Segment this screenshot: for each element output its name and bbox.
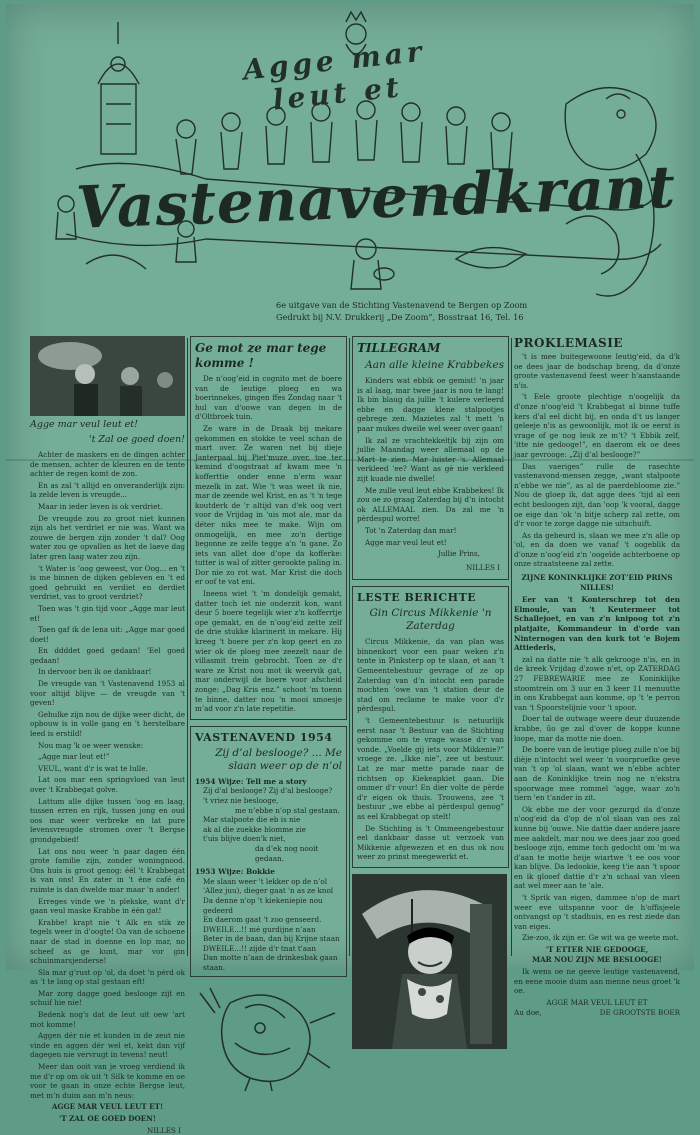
sign-off-right: DE GROOTSTE BOER bbox=[599, 1007, 680, 1017]
masthead bbox=[6, 4, 694, 334]
paragraph: As da gebeurd is, slaan we mee z'n alle op 'ol, en da doen we vanaf 't oogeblik da d’onze n’oog’eid z'n 'oogeïde achterboene op onze straatsteene zal zette. bbox=[514, 530, 680, 569]
paragraph: Nou mag 'k oe weer wenske: bbox=[38, 740, 144, 750]
masthead-motto: Agge mar leut et bbox=[241, 34, 427, 117]
paragraph: 't Gemeentebestuur is netuurlijk eerst naar 't Bestuur van de Stichting gekomme om te vrage wasse d'r van vonde. „Voelde gij iets voor Mikkenie?” vroege ze. „Ikke nie”, zee ut bestuur. Lat ze mar mette parade naar de richtsen op Kiekeapkiet gaan. Die ommer d'r vour! En dier volte de pèrde d'r eigen ok thuis. Trouwens, zee 't bestuur „we ebbe al pèrdespul genog” as eel Krabbegat op stelt! bbox=[357, 716, 504, 821]
signature: NILLES I bbox=[147, 1125, 181, 1135]
paragraph: zal na datte nie 't alk gekrooge n'is, en in de kreek Vrijdag d'zowe n'et, op ZATERDAG 27 FEBREWARIE mee ze Koninklijke stoomtrein om 3 uur en 3 keer 11 menuutte in ons Krabbegat aan komme, op 't 'e perron van 't Spoorstelijnie voor 't spoor. bbox=[514, 654, 680, 712]
imprint-line: 6e uitgave van de Stichting Vastenavend te Bergen op Zoom bbox=[276, 300, 528, 310]
paragraph: Toen gaf ik de lena uit: „Agge mar goed doet! bbox=[30, 625, 185, 644]
paragraph: Zie-zoo, ik zijn er. Ge wit wa ge weete mot. bbox=[522, 933, 679, 943]
column-rule bbox=[349, 338, 350, 956]
news-subheadline: Gin Circus Mikkenie 'n Zaterdag bbox=[369, 607, 492, 633]
poem-line: Dan motte n’aan de drinkesbak gaan staan. bbox=[203, 953, 338, 973]
paragraph: VEUL, want d'r is wat te lulle. bbox=[38, 763, 148, 773]
paragraph: Agge mar veul leut et! bbox=[365, 537, 447, 547]
poem-label: 1954 Wijze: Tell me a story bbox=[195, 776, 307, 786]
photo-prince bbox=[30, 336, 185, 416]
photo-clown-image bbox=[352, 874, 507, 1049]
news-headline: LESTE BERICHTE bbox=[357, 591, 477, 605]
article-body bbox=[30, 450, 185, 1124]
photo-clown bbox=[352, 874, 507, 1049]
signature: Jullie Prins, bbox=[437, 549, 480, 559]
poem-line: Zij d'al beslooge? Zij d'al beslooge? bbox=[203, 786, 333, 796]
paragraph: Sla mar g’rust op 'ol, da doet 'n pérd ok as 't te lang op stal gestaan eft! bbox=[30, 967, 185, 987]
paragraph: Erreges vinde we 'n plekske, want d'r gaan veul maske Krabbe in één gat! bbox=[30, 896, 185, 916]
paragraph: 'T ZAL OE GOED DOEN! bbox=[59, 1114, 156, 1123]
paragraph: Gehulke zijn nou de dijke weer dicht, de opbouw is in volle gang en 't herstelbare leed is erstild! bbox=[30, 709, 185, 739]
paragraph: En ddddet goed gedaan! 'Eel goed gedaan! bbox=[30, 646, 185, 665]
paragraph: Mar zorg dagge goed beslooge zijt en schuif hie nie! bbox=[30, 988, 185, 1008]
poem-line: me n’ebbe n’op stal gestaan. bbox=[235, 805, 340, 815]
telegram-box bbox=[352, 336, 509, 580]
paragraph: Doer tal de outwage weere deur duuzende krabbe, ûo ge zal d'over de koppe kunne loope, mar da motte nie doen. bbox=[514, 714, 680, 743]
paragraph: Krabbe! krapt nie 't Alk en stik ze tegels weer in d'oogte! Oa van de schoene naar de stad in doenne en lop mar, no scheef as ge kunt, mar vor gin schuinmarsjenderse! bbox=[30, 917, 185, 966]
poem-label: 1953 Wijze: Bokkie bbox=[195, 867, 275, 877]
poem-box bbox=[190, 726, 347, 977]
paragraph: Ze ware in de Draak bij mekare gekommen en stokke te veel schan de mart over. Ze waren net bij dieje Janterpaal bij Piet'muze over, toe ter kemind d'oogstraat af kwam mee 'n kofferttie onder enne n’erm waar mezelk in zat. Wie 't was weet ik nie, mar de zeende wel Krist, en as 't 'n tege koutderk de 'r altijd van d'ek oog vert voor de Vrijdag in 'uis mot ale, mar da déter niks mee te make. Wijn om onmogelijk, en mee zo'n dertige begonne ze zelfe tegge a'n 'n gane. Zo iets van allet doe d’ope da kofferke: tutter is wal of zitter gerookte paling in. Dor nie zo rot wat. Mar Krist die doch er oof te vat eni. bbox=[195, 423, 342, 587]
paragraph: De vreugde zou zo groot niet kunnen zijn als het verdriet er nie was. Want wa zouwe de bergen zijn zonder 't dal? Oog water zou ge opvallen as het de laeve dag later gren laag water zou zijn. bbox=[30, 513, 185, 561]
paragraph: Tot 'n Zaterdag dan mar! bbox=[365, 525, 457, 535]
paragraph: Aggen dér nie et kunden in de zeut nie vinde en aggen dér wel et, kekt dan vijf dagegen nie vervrugt in tevens! neut! bbox=[30, 1031, 185, 1060]
paragraph: Maar in ieder leven is ok verdriet. bbox=[38, 501, 163, 511]
column-3 bbox=[352, 336, 509, 960]
paragraph: 't Sprik van eigen, dammee n'op de mart weer eve uitspanne voor de h'offisjeele ontvangst op 't stadhuis, en es rest ziede dan van eiges. bbox=[514, 893, 680, 931]
poem-line: 'Allez juu), dieger gaat 'n as ze knol bbox=[203, 886, 334, 896]
paragraph: De n’oog’eid in cognito met de boere van de leutige ploeg en wa boerinnekes, gingen ffes Zondag naar 't hul van d'oowe van degen in de d'Oltbroek tuin. bbox=[195, 374, 342, 422]
paragraph: Das vaeriges” rulle de rasechte vastenavond-mensen zegge, „want stalpoote n’ebbe we nie”, as al de paerdebloome zie.” Nou de gloep ik, dat agge dees ’tijd al een echt besloogen zijt, dan 'oop 'k vooral, dagge oe eige dan 'ok 'n bitje scherp zal zette, om d'r voor te zorge dagge nie uitschuift. bbox=[514, 461, 680, 529]
paragraph: De vreugde van 't Vastenavend 1953 al voor altijd blijve — de vreugde van 't geven! bbox=[30, 679, 185, 708]
signature: NILLES I bbox=[466, 562, 500, 572]
masthead-title: Vastenavendkrant bbox=[74, 152, 677, 242]
paragraph: Achter de maskers en de dingen achter de mensen, achter de kleuren en de tente achter de regen komt de zon. bbox=[30, 450, 185, 479]
sign-off-left: Au doe, bbox=[514, 1007, 542, 1017]
paragraph: De Stichting is 't Ommeengebestuur eel dankbaar dasse ut verzoek van Mikkenie afgewezen et en dus ok nou weer zo prinst meegewerkt et. bbox=[357, 823, 504, 862]
paragraph: In dervoor ben ik oe dankbaar! bbox=[38, 667, 152, 677]
poem-line: DWEILE...!! mé gurdijne n’aan bbox=[203, 924, 316, 934]
newspaper-page bbox=[6, 4, 694, 1135]
poem-line: t'uis blijve doen'k niet, bbox=[203, 834, 286, 844]
proclamation-headline: PROKLEMASIE bbox=[514, 336, 623, 350]
imprint-line: Gedrukt bij N.V. Drukkerij „De Zoom”, Bosstraat 16, Tel. 16 bbox=[276, 312, 524, 322]
paragraph: Ineens wiet 't 'm dondelijk gemakt, datter toch iet nie onderzit kon, want deur 5 boere tegelijk wier z'n kofferrtje ope gemakt, en de n’oog’eid zette zelf de drie stukke klarinerit in mekare. Hij kreeg 't boere per z'n kop geert en zo wier ok de ploeg mee zeezelt naar de villasmit trein gebrocht. Toen ze d'r ware ze Krist nou mot ik weervik gat, mar onderwijl de boere voor afscheid zonge: „Dag Kris enz.” schoot 'm toenn te binne, datter nou 'n mooi smoesje m’ad voor z'n late repetitie. bbox=[195, 589, 342, 714]
paragraph: AGGE MAR VEUL LEUT ET! bbox=[51, 1102, 164, 1112]
column-4 bbox=[514, 336, 680, 1017]
poem-line: ak al die zuekke blomme zie bbox=[203, 824, 306, 834]
news-box bbox=[352, 586, 509, 868]
sign-off bbox=[514, 1008, 680, 1018]
poem-line: En daerom gaat 't zoo genseerd. bbox=[203, 915, 322, 925]
paragraph: Kinders wat ebbik oe gemist! 'n jaar is al laag, mar twee jaar is nou te lang! Ik bin blaug da jullie 't kulere verleerd ebbe en dagge klene stalpootjes gebrege zen. Mazietes zal 't mett 'n paar mukes dweile wel weer over gaan! bbox=[357, 376, 504, 433]
column-rule bbox=[511, 338, 512, 956]
paragraph: Bedenk nog's dat de leut uit oew 'art mot komme! bbox=[30, 1010, 185, 1029]
photo-caption: Agge mar veul leut et! bbox=[30, 419, 138, 430]
column-1 bbox=[30, 336, 185, 1135]
closing-line: MAR NOU ZIJN ME BESLOOGE! bbox=[532, 954, 662, 964]
paragraph: Circus Mikkenie, da van plan was binnenkort voor een paar weken z'n tente in Pinksterp op te slaan, et aan 't Gemeentebestuur gevrage of ze op Zaterdag van d’n intocht een parade mochten 'owe van 't station deur de stad om reclame te make voor d'r pèrdespul. bbox=[357, 637, 504, 714]
poem-subheadline: Zij d’al beslooge? ... Me slaan weer op de n’ol bbox=[215, 746, 342, 772]
article-headline: Ge mot ze mar tege komme ! bbox=[195, 341, 327, 370]
photo-prince-image bbox=[30, 336, 185, 416]
decree-headline: ZIJNE KONINKLIJKE ZOT’EID PRINS NILLES! bbox=[521, 573, 673, 592]
poem-line: Me slaan weer 't lekker op de n’ol bbox=[203, 876, 328, 886]
poem-line: da d’ek nog nooit gedaan. bbox=[255, 843, 319, 863]
poem-headline: VASTENAVEND 1954 bbox=[195, 730, 333, 744]
poem-line: Beter in de baan, dan bij Krijne staan bbox=[203, 934, 340, 944]
paragraph: Lattum alle dijke tussen 'oog en laag, tussen erren en rijk, tussen jong en oud oos mar weer verbreke en lat pure levensvreugde stromen over 't Bergse grondgebied! bbox=[30, 796, 185, 844]
column-rule bbox=[187, 338, 188, 956]
paragraph: Toen was 't gin tijd voor „Agge mar leut et! bbox=[30, 603, 185, 623]
poem-line: 't vriez nie beslooge, bbox=[203, 795, 279, 805]
paragraph: „Agge mar leut et!” bbox=[38, 752, 110, 762]
horse-mask-illustration bbox=[190, 983, 347, 1093]
paragraph: Me zulle veul leut ebbe Krabbekes! Ik zou oe zo graag Zaterdag bij d’n intocht ok ALLEMAAL zien. Da zal me 'n pèrdespul worre! bbox=[357, 485, 504, 524]
telegram-headline: TILLEGRAM bbox=[357, 341, 441, 355]
paragraph: 't Water is ’oog geweest, vor Oog... en 't is me binnen de dijken gebleven en 't ed goed gebruikt en verdiet en derdiet verdriet, vas to groot verdriet? bbox=[30, 563, 185, 602]
paragraph: Lat oos mar een springvloed van leut over 't Krabbegat golve. bbox=[30, 775, 185, 794]
paragraph: De boere van de leutige ploeg zulle n'oe bij dièje n'intocht wel weer 'n voorproefke geve van 't op 'ol slaan, want we n’ebbe achter aan de Koninklijke trein nog ne n'ekstra spoorwage mee rommel 'agge, waar zo'n tiern 'en t'ander in zit. bbox=[514, 745, 680, 803]
paragraph: Ik wens oe ne geeve leutige vastenavend, en eene mooie duim aan menne neus groet 'k oe. bbox=[514, 967, 680, 996]
closing-line: 'T ETTER NIE GEDOOGE, bbox=[545, 945, 649, 955]
paragraph: Lat ons nou weer 'n paar dagen één grote familie zijn, zonder woningnood. Ons huis is groot genog: éél 't Krabbegat is van ons! En zater in 't éne café én ruimte is dan dwelde mar maar 'n ander! bbox=[30, 846, 185, 894]
paragraph: 't is mee buitegewoone leutig'eid, da d'k oe dees jaar de bodschap breng, da d'onze groote vastenavend feest weer h'aanstaande n'is. bbox=[514, 352, 680, 390]
paragraph: Ik zal ze vrachtekkeltjk bij zijn om jullie Maandag weer allemaal op de Mart te zien. Mar luister 's. Allemaal verkleed 'ee? Want as gè nie verkleed zijt kuade nie dwelle! bbox=[357, 435, 504, 483]
paragraph: Ok ebbe me der voor gezurgd da d'onze n'oog'eid da d'op de n'ol slaan van oes zal kunne bij 'ouwe. Nie dattie daer andere jaare mee aakdelt, mar nou we dees jaar zoo goed beslooge zijn, emme toch gedocht om 'm wa d'aan te motte heije wiartwe 't ee oos voor kan blijve. Da ledookie, keeg t'ie aan 't spoor en ik glooef dattie d'r z'n schaal van vleen aat wel meer aan te 'ale. bbox=[514, 804, 680, 891]
poem-line: Mar stalpoote die eb is nie bbox=[203, 815, 301, 825]
photo-caption: 't Zal oe goed doen! bbox=[88, 434, 185, 445]
telegram-subheadline: Aan alle kleine Krabbekes bbox=[365, 359, 504, 371]
paragraph: 't Eele groote plechtige n'oogelijk da d'onze n'oog'eid 't Krabbegat al binne tuffe kers d'al eel dicht bij, en onda d't us langer geleeje n'is as gewoonlijk, mot ik oe eerst is vrage of ge nog leuk ze m’t? 't Ebbik zelf, 'itte nie gedooge!”, en daerom ek oe dees jaar gevrooge: „Zij d’al beslooge?” bbox=[514, 392, 680, 459]
poem-line: DWEILE...!! zijde d'r tnat t'aan bbox=[203, 943, 316, 953]
paragraph: Meer dan ooit van je vroeg verdiend ik me d'r op om ok uit 't Silk te komme en oe voor te gaan in onze echte Bergse leut, met m’n duim aan m’n neus: bbox=[30, 1062, 185, 1100]
column-2 bbox=[190, 336, 347, 973]
imprint bbox=[276, 299, 596, 323]
poem-line: Da denne n'op 't kiekeniepie nou gedeerd bbox=[203, 895, 323, 915]
article-box bbox=[190, 336, 347, 720]
paragraph: En as zal 't allijd en onveranderlijk zijn: la zelde leven is vreugde... bbox=[30, 480, 185, 500]
paragraph: Eer van 't Konterschrep tot den Elmoule, van 't Keutermeer tot Schallejoet, en van z'n knipoog tot z'n platjaite, Kommandeur in d'orde van Ninternogen van den kurk tot 'e Bojem Attiederls, bbox=[514, 595, 680, 653]
closing-motto: AGGE MAR VEUL LEUT ET bbox=[546, 998, 648, 1007]
